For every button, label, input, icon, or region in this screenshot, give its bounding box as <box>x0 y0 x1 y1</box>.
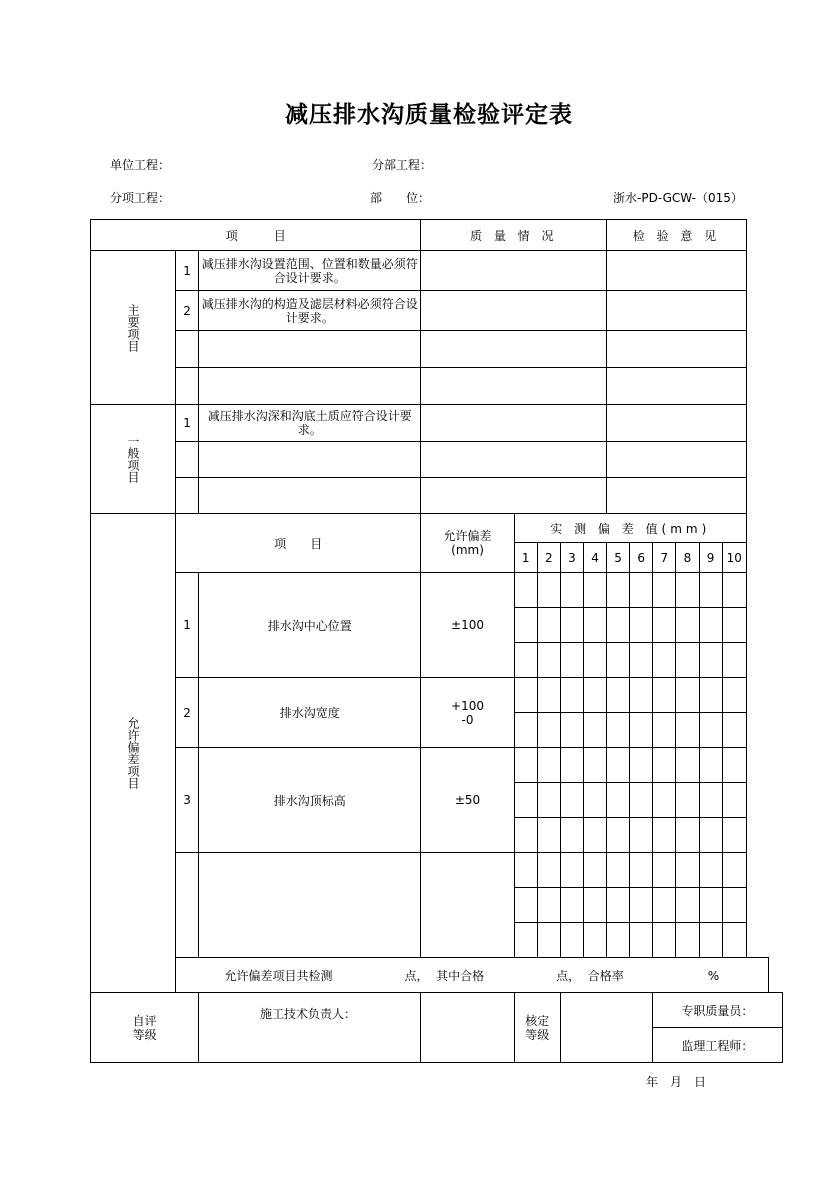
construction-tech-label: 施工技术负责人： <box>260 1007 357 1021</box>
measure-number: 3 <box>560 543 583 573</box>
date-line: 年 月 日 <box>646 1075 707 1089</box>
measure-cell <box>514 643 537 678</box>
unit-project-label: 单位工程： <box>110 158 171 172</box>
measure-cell <box>630 818 653 853</box>
measure-cell <box>560 573 583 608</box>
measure-cell <box>514 853 537 888</box>
measure-number: 4 <box>583 543 606 573</box>
location-label: 部 位： <box>370 191 431 205</box>
tol-col-item: 项 目 <box>176 514 421 573</box>
tol-col-measured: 实 测 偏 差 值(mm) <box>514 514 746 543</box>
measure-number: 1 <box>514 543 537 573</box>
measure-number: 8 <box>676 543 699 573</box>
opinion-cell <box>607 331 747 368</box>
empty-cell <box>176 442 199 478</box>
measure-cell <box>560 608 583 643</box>
measure-cell <box>722 888 746 923</box>
division-label: 分部工程： <box>372 158 433 172</box>
quality-cell <box>421 442 607 478</box>
table-row <box>91 251 838 291</box>
col-item-header: 项 目 <box>91 220 421 251</box>
measure-cell <box>722 748 746 783</box>
measure-cell <box>630 748 653 783</box>
measure-cell <box>699 713 722 748</box>
measure-cell <box>653 678 676 713</box>
measure-cell <box>676 923 699 958</box>
table-row <box>91 442 838 478</box>
verify-grade-value <box>560 993 652 1063</box>
measure-cell <box>630 608 653 643</box>
measure-cell <box>514 783 537 818</box>
measure-cell <box>583 923 606 958</box>
measure-cell <box>607 643 630 678</box>
tolerance-header-row <box>91 514 838 543</box>
measure-cell <box>722 923 746 958</box>
measure-cell <box>676 643 699 678</box>
measure-cell <box>699 678 722 713</box>
measure-cell <box>653 888 676 923</box>
measure-cell <box>607 573 630 608</box>
opinion-cell <box>607 291 747 331</box>
main-group-label: 主要项目 <box>91 251 176 405</box>
measure-cell <box>699 888 722 923</box>
measure-cell <box>560 888 583 923</box>
item-text: 减压排水沟设置范围、位置和数量必须符合设计要求。 <box>199 251 421 291</box>
measure-cell <box>537 888 560 923</box>
tol-item-name: 排水沟宽度 <box>199 678 421 748</box>
measure-cell <box>722 713 746 748</box>
evaluation-table <box>90 219 838 1063</box>
measure-cell <box>653 573 676 608</box>
verify-grade-label: 核定 等级 <box>514 993 560 1063</box>
measure-number: 9 <box>699 543 722 573</box>
measure-cell <box>583 643 606 678</box>
measure-cell <box>514 713 537 748</box>
table-row <box>91 478 838 514</box>
measure-cell <box>699 783 722 818</box>
measure-cell <box>560 643 583 678</box>
measure-cell <box>560 853 583 888</box>
measure-cell <box>514 608 537 643</box>
supervisor-label: 监理工程师： <box>653 1028 782 1063</box>
measure-cell <box>630 713 653 748</box>
measure-number: 2 <box>537 543 560 573</box>
measure-cell <box>722 783 746 818</box>
measure-cell <box>722 573 746 608</box>
measure-cell <box>560 923 583 958</box>
table-row <box>91 331 838 368</box>
measure-number: 7 <box>653 543 676 573</box>
measure-cell <box>676 573 699 608</box>
measure-cell <box>537 923 560 958</box>
measure-cell <box>607 713 630 748</box>
measure-cell <box>537 818 560 853</box>
self-eval-value <box>199 993 421 1063</box>
quality-cell <box>421 405 607 442</box>
measure-cell <box>583 573 606 608</box>
measure-cell <box>607 923 630 958</box>
empty-cell <box>199 331 421 368</box>
measure-cell <box>630 888 653 923</box>
table-row <box>91 678 838 713</box>
table-header-row <box>91 220 838 251</box>
measure-cell <box>560 678 583 713</box>
measure-cell <box>653 818 676 853</box>
measure-cell <box>653 923 676 958</box>
measure-cell <box>676 713 699 748</box>
measure-cell <box>676 608 699 643</box>
measure-cell <box>699 573 722 608</box>
empty-cell <box>199 478 421 514</box>
self-eval-label: 自评 等级 <box>91 993 199 1063</box>
measure-cell <box>514 923 537 958</box>
measure-cell <box>676 748 699 783</box>
measure-cell <box>653 748 676 783</box>
measure-cell <box>722 678 746 713</box>
measure-cell <box>607 818 630 853</box>
measure-cell <box>607 748 630 783</box>
item-text: 减压排水沟深和沟底土质应符合设计要求。 <box>199 405 421 442</box>
measure-cell <box>514 573 537 608</box>
measure-cell <box>630 643 653 678</box>
measure-cell <box>514 888 537 923</box>
measure-cell <box>630 573 653 608</box>
measure-cell <box>676 678 699 713</box>
measure-cell <box>537 608 560 643</box>
measure-cell <box>514 678 537 713</box>
measure-cell <box>583 818 606 853</box>
measure-cell <box>537 853 560 888</box>
table-row <box>91 291 838 331</box>
item-number: 1 <box>176 405 199 442</box>
measure-cell <box>699 748 722 783</box>
subitem-label: 分项工程： <box>110 191 171 205</box>
measure-cell <box>653 608 676 643</box>
measure-cell <box>630 923 653 958</box>
measure-cell <box>583 748 606 783</box>
item-number: 2 <box>176 291 199 331</box>
measure-cell <box>699 608 722 643</box>
measure-cell <box>630 783 653 818</box>
empty-cell <box>421 853 514 958</box>
measure-number: 6 <box>630 543 653 573</box>
measure-cell <box>653 853 676 888</box>
tol-item-name: 排水沟顶标高 <box>199 748 421 853</box>
item-number: 1 <box>176 573 199 678</box>
tolerance-group-label: 允许偏差项目 <box>91 514 176 993</box>
blank-cell <box>421 993 514 1063</box>
item-text: 减压排水沟的构造及滤层材料必须符合设计要求。 <box>199 291 421 331</box>
measure-cell <box>537 713 560 748</box>
table-row <box>91 748 838 783</box>
quality-cell <box>421 291 607 331</box>
measure-cell <box>560 713 583 748</box>
quality-cell <box>421 368 607 405</box>
measure-cell <box>537 748 560 783</box>
page-title: 减压排水沟质量检验评定表 <box>285 102 573 128</box>
evaluation-row <box>91 993 838 1028</box>
opinion-cell <box>607 405 747 442</box>
measure-cell <box>722 643 746 678</box>
measure-cell <box>537 783 560 818</box>
measure-cell <box>722 853 746 888</box>
measure-cell <box>537 678 560 713</box>
item-number: 2 <box>176 678 199 748</box>
measure-cell <box>653 783 676 818</box>
tol-col-allow: 允许偏差 (mm) <box>421 514 514 573</box>
empty-cell <box>199 368 421 405</box>
measure-cell <box>699 853 722 888</box>
empty-cell <box>176 368 199 405</box>
item-number: 1 <box>176 251 199 291</box>
measure-cell <box>607 608 630 643</box>
opinion-cell <box>607 251 747 291</box>
measure-cell <box>607 853 630 888</box>
measure-cell <box>607 888 630 923</box>
empty-cell <box>176 478 199 514</box>
measure-cell <box>583 678 606 713</box>
item-number: 3 <box>176 748 199 853</box>
measure-number: 5 <box>607 543 630 573</box>
summary-row <box>91 958 838 993</box>
empty-cell <box>199 442 421 478</box>
col-opinion-header: 检 验 意 见 <box>607 220 747 251</box>
quality-cell <box>421 478 607 514</box>
measure-cell <box>560 783 583 818</box>
measure-cell <box>699 923 722 958</box>
form-code: 浙水-PD-GCW-（015） <box>613 191 743 205</box>
tol-item-name: 排水沟中心位置 <box>199 573 421 678</box>
opinion-cell <box>607 368 747 405</box>
tol-item-allow: ±50 <box>421 748 514 853</box>
measure-cell <box>676 818 699 853</box>
measure-number: 10 <box>722 543 746 573</box>
quality-cell <box>421 331 607 368</box>
measure-cell <box>607 678 630 713</box>
general-group-label: 一般项目 <box>91 405 176 514</box>
measure-cell <box>653 713 676 748</box>
opinion-cell <box>607 442 747 478</box>
measure-cell <box>676 888 699 923</box>
tol-item-allow: +100 -0 <box>421 678 514 748</box>
empty-cell <box>199 853 421 958</box>
opinion-cell <box>607 478 747 514</box>
measure-cell <box>560 748 583 783</box>
col-quality-header: 质 量 情 况 <box>421 220 607 251</box>
measure-cell <box>699 818 722 853</box>
quality-cell <box>421 251 607 291</box>
measure-cell <box>676 783 699 818</box>
table-row <box>91 573 838 608</box>
table-row <box>91 853 838 888</box>
table-row <box>91 368 838 405</box>
measure-cell <box>583 713 606 748</box>
empty-cell <box>176 853 199 958</box>
empty-cell <box>176 331 199 368</box>
measure-cell <box>607 783 630 818</box>
tol-item-allow: ±100 <box>421 573 514 678</box>
measure-cell <box>583 783 606 818</box>
measure-cell <box>583 853 606 888</box>
measure-cell <box>630 853 653 888</box>
quality-inspector-label: 专职质量员： <box>653 993 782 1028</box>
measure-cell <box>722 818 746 853</box>
measure-cell <box>537 573 560 608</box>
measure-cell <box>583 608 606 643</box>
measure-cell <box>676 853 699 888</box>
measure-cell <box>699 643 722 678</box>
measure-cell <box>537 643 560 678</box>
table-row <box>91 405 838 442</box>
measure-cell <box>630 678 653 713</box>
measure-cell <box>583 888 606 923</box>
measure-cell <box>560 818 583 853</box>
measure-cell <box>514 748 537 783</box>
measure-cell <box>514 818 537 853</box>
measure-cell <box>653 643 676 678</box>
measure-cell <box>722 608 746 643</box>
summary-text: 允许偏差项目共检测 点， 其中合格 点， 合格率 % <box>176 958 769 993</box>
